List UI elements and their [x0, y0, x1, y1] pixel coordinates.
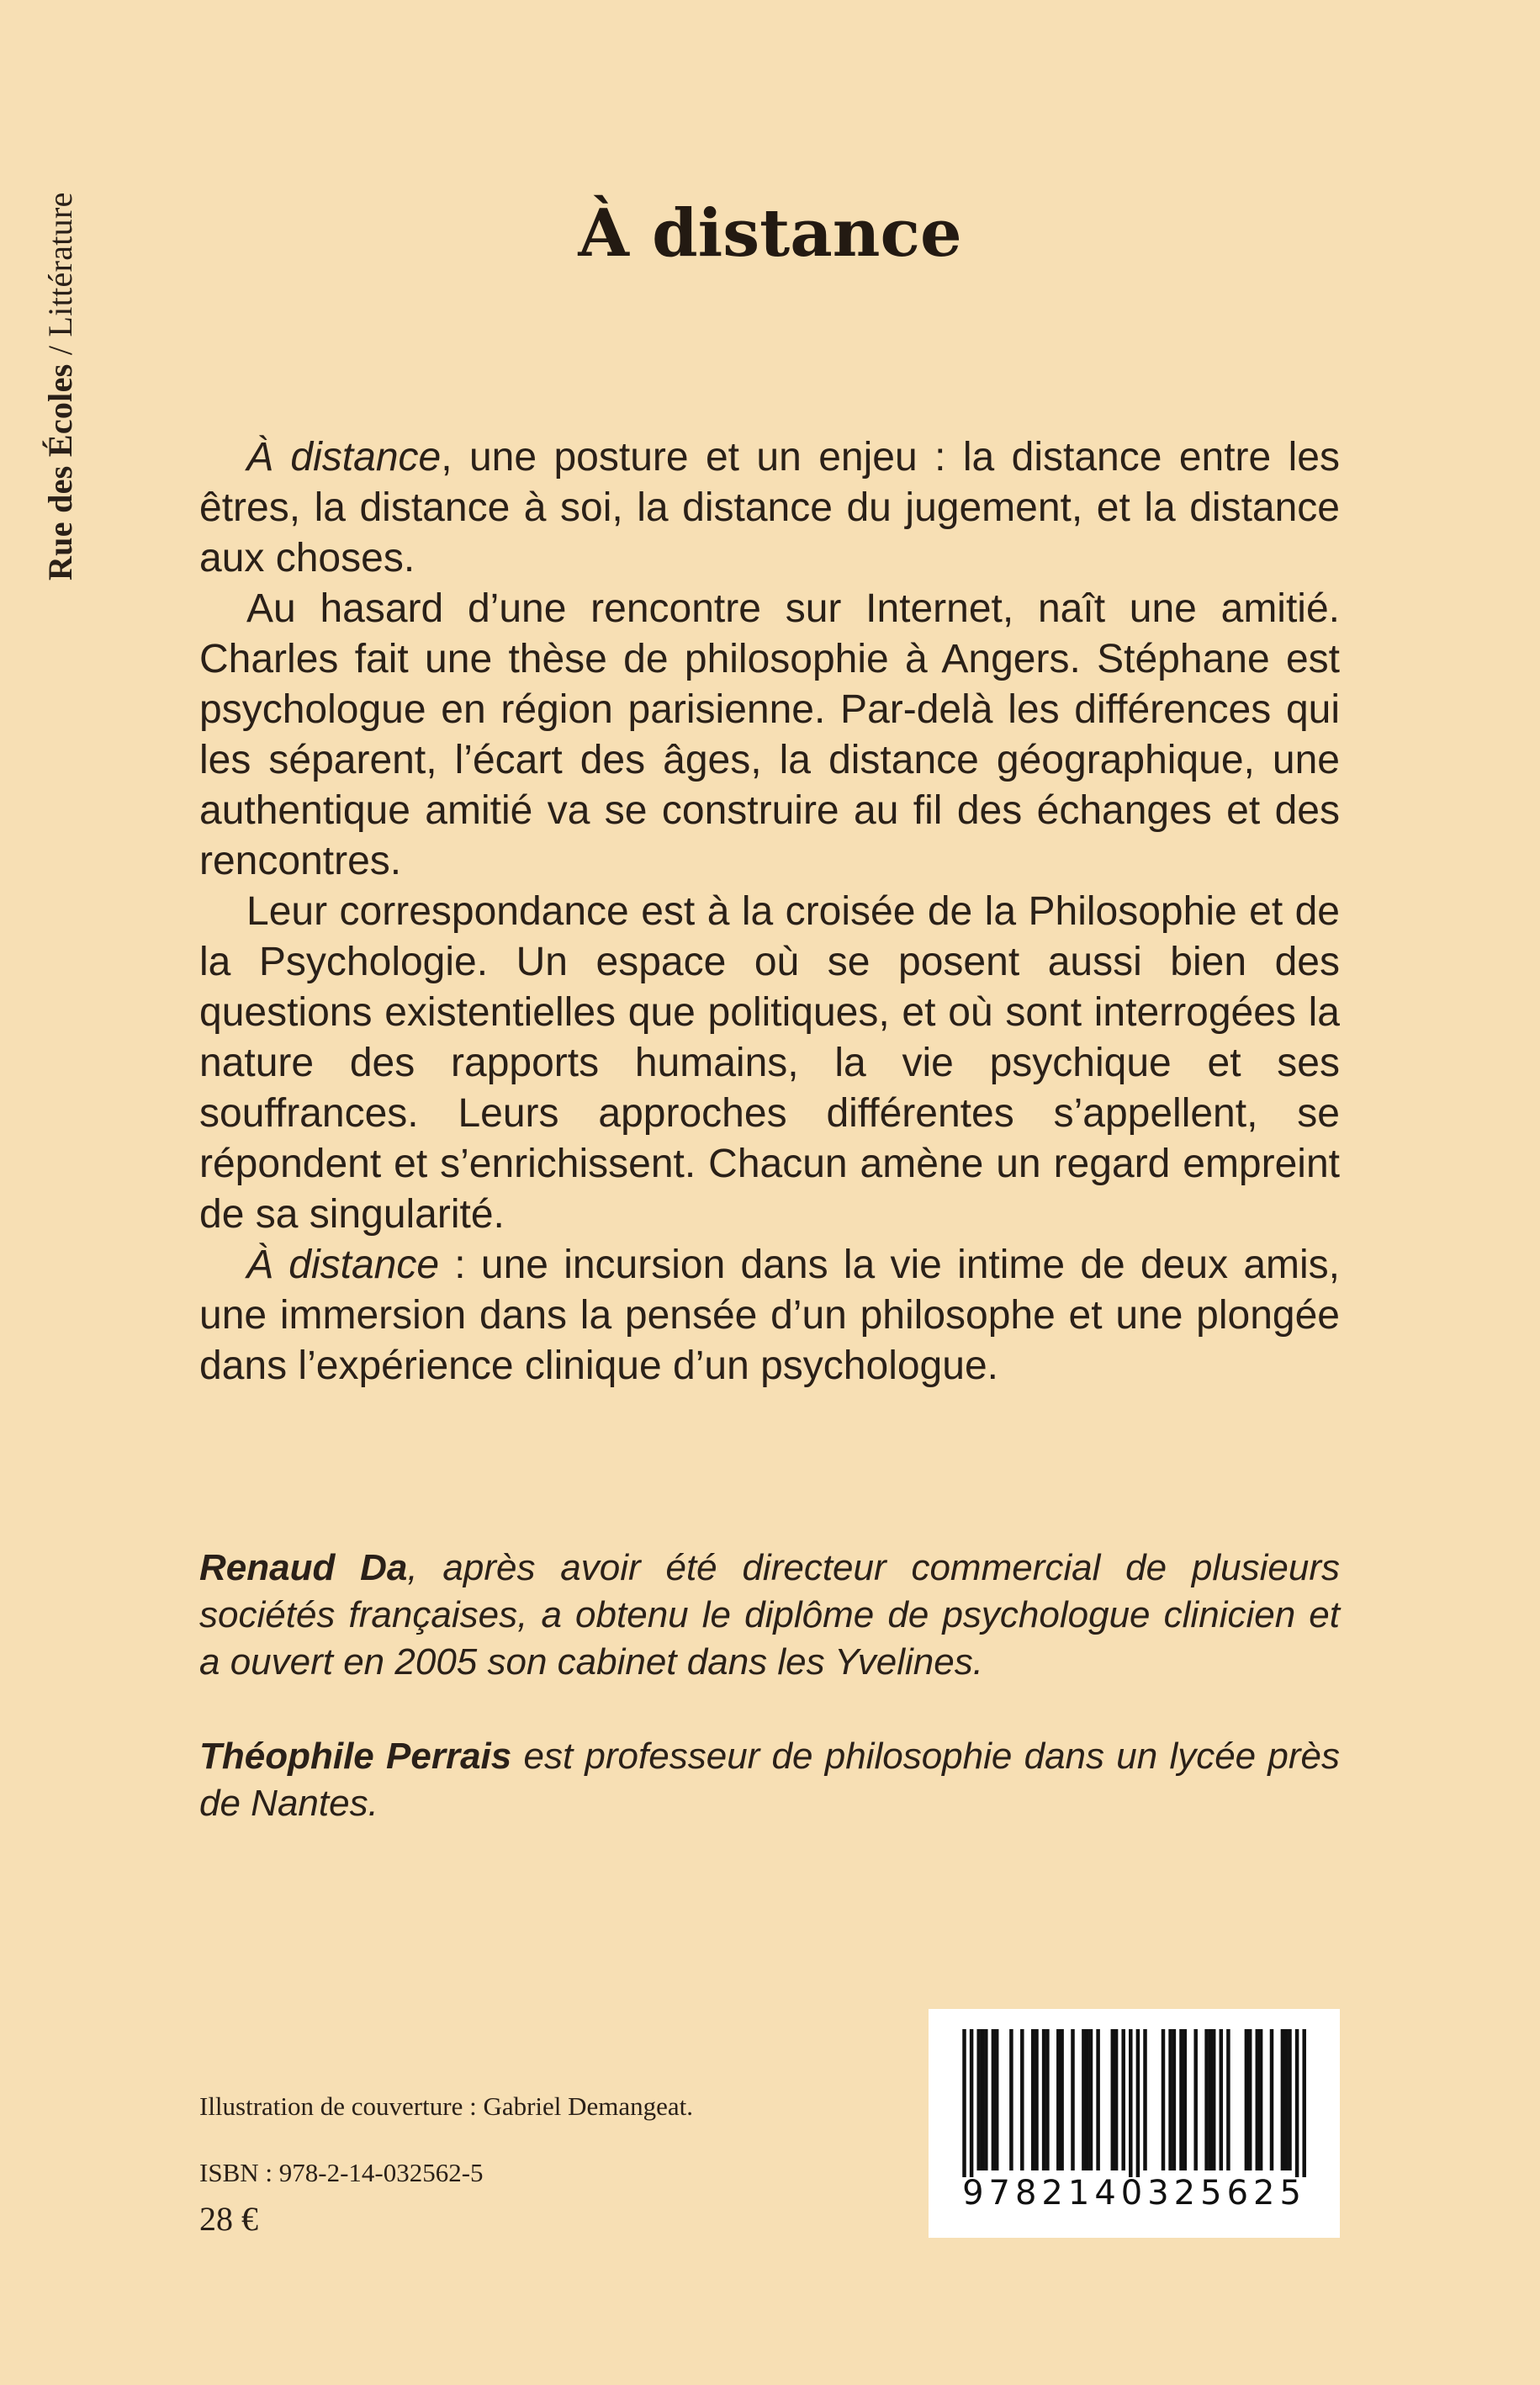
barcode-bar [1020, 2029, 1024, 2170]
barcode-bar [995, 2029, 999, 2170]
barcode-bar [981, 2029, 985, 2170]
barcode-bar [1060, 2029, 1064, 2170]
barcode-bars [929, 2009, 1340, 2177]
barcode-bar [1111, 2029, 1115, 2170]
barcode-bar [1183, 2029, 1188, 2170]
barcode-bar [1082, 2029, 1086, 2170]
barcode-bar [1172, 2029, 1177, 2170]
barcode-bar [1162, 2029, 1166, 2170]
barcode-bar [1212, 2029, 1216, 2170]
barcode-bar [1259, 2029, 1263, 2170]
barcode-bar [1045, 2029, 1050, 2170]
barcode-bar [984, 2029, 988, 2170]
barcode-bar [1031, 2029, 1035, 2170]
author-bio-1 [199, 1545, 1340, 1686]
barcode-bar [1281, 2029, 1285, 2170]
barcode-bar [1096, 2029, 1100, 2170]
barcode-bar [1288, 2029, 1292, 2170]
price: 28 € [199, 2200, 258, 2238]
author-bio-text-1: , après avoir été directeur commercial de plusieurs sociétés françaises, a obtenu le diplôme de psychologue clinicien et a ouvert en 2005 son cabinet dans les Yvelines. [199, 1547, 1340, 1683]
barcode-bar [970, 2029, 974, 2177]
summary-paragraph-4-text: : une incursion dans la vie intime de deux amis, une immersion dans la pensée d’un philosophe et une plongée dans l’expérience clinique d’un psychologue. [199, 1243, 1340, 1388]
illustration-credit: Illustration de couverture : Gabriel Demangeat. [199, 2091, 694, 2121]
author-name-1: Renaud Da [199, 1547, 408, 1588]
barcode-bar [1168, 2029, 1172, 2170]
summary-paragraph-1-text: , une posture et un enjeu : la distance entre les êtres, la distance à soi, la distance du jugement, et la distance aux choses. [199, 435, 1340, 580]
barcode-bar [1071, 2029, 1075, 2170]
isbn: ISBN : 978-2-14-032562-5 [199, 2158, 484, 2187]
summary-title-italic-1: À distance [246, 435, 442, 480]
barcode-bar [1193, 2029, 1198, 2170]
barcode-bar [1284, 2029, 1289, 2170]
barcode-bar [1042, 2029, 1046, 2170]
collection-name: Littérature [41, 192, 79, 337]
barcode-bar [1256, 2029, 1260, 2170]
barcode-bar [1226, 2029, 1230, 2170]
author-bio-2 [199, 1733, 1340, 1827]
barcode-bar [1204, 2029, 1209, 2170]
barcode-bar [1089, 2029, 1093, 2170]
spine-separator: / [41, 337, 79, 364]
barcode-bar [1129, 2029, 1133, 2177]
barcode-bar [992, 2029, 996, 2170]
book-title: À distance [578, 195, 962, 272]
summary-title-italic-2: À distance [246, 1243, 440, 1287]
barcode-bar [962, 2029, 966, 2177]
summary-paragraph-4 [199, 1240, 1340, 1391]
barcode-bar [1009, 2029, 1013, 2170]
barcode-bar [1295, 2029, 1299, 2177]
barcode-bar [976, 2029, 981, 2170]
barcode-bar [1056, 2029, 1061, 2170]
summary-text [199, 432, 1340, 1391]
summary-paragraph-2: Au hasard d’une rencontre sur Internet, naît une amitié. Charles fait une thèse de philosophie à Angers. Stéphane est psychologue en région parisienne. Par-delà les différences qui les séparent, l’écart des âges, la distance géographique, une authentique amitié va se construire au fil des échanges et des rencontres. [199, 586, 1340, 883]
series-name: Rue des Écoles [41, 363, 79, 580]
summary-paragraph-1 [199, 432, 1340, 584]
barcode-bar [1121, 2029, 1125, 2170]
barcode-bar [1245, 2029, 1249, 2170]
barcode-bar [1248, 2029, 1252, 2170]
author-bio-text-2: est professeur de philosophie dans un lycée près de Nantes. [199, 1736, 1340, 1824]
barcode-bar [1209, 2029, 1213, 2170]
barcode-bar [1179, 2029, 1183, 2170]
barcode-digits: 9782140325625 [962, 2174, 1306, 2213]
barcode-bar [1270, 2029, 1274, 2170]
barcode-bar [1114, 2029, 1119, 2170]
author-name-2: Théophile Perrais [199, 1736, 512, 1777]
barcode-bar [1143, 2029, 1147, 2170]
summary-paragraph-3: Leur correspondance est à la croisée de la Philosophie et de la Psychologie. Un espace où se posent aussi bien des questions existentielles que politiques, et où sont interrogées la nature des rapports humains, la vie psychique et ses souffrances. Leurs approches différentes s’appellent, se répondent et s’enrichissent. Chacun amène un regard empreint de sa singularité. [199, 889, 1340, 1237]
barcode-bar [1035, 2029, 1039, 2170]
barcode-bar [1136, 2029, 1140, 2177]
author-bios [199, 1545, 1340, 1827]
barcode-bar [1085, 2029, 1089, 2170]
barcode-bar [1220, 2029, 1224, 2170]
barcode-bar [1302, 2029, 1306, 2177]
barcode [929, 2009, 1340, 2238]
